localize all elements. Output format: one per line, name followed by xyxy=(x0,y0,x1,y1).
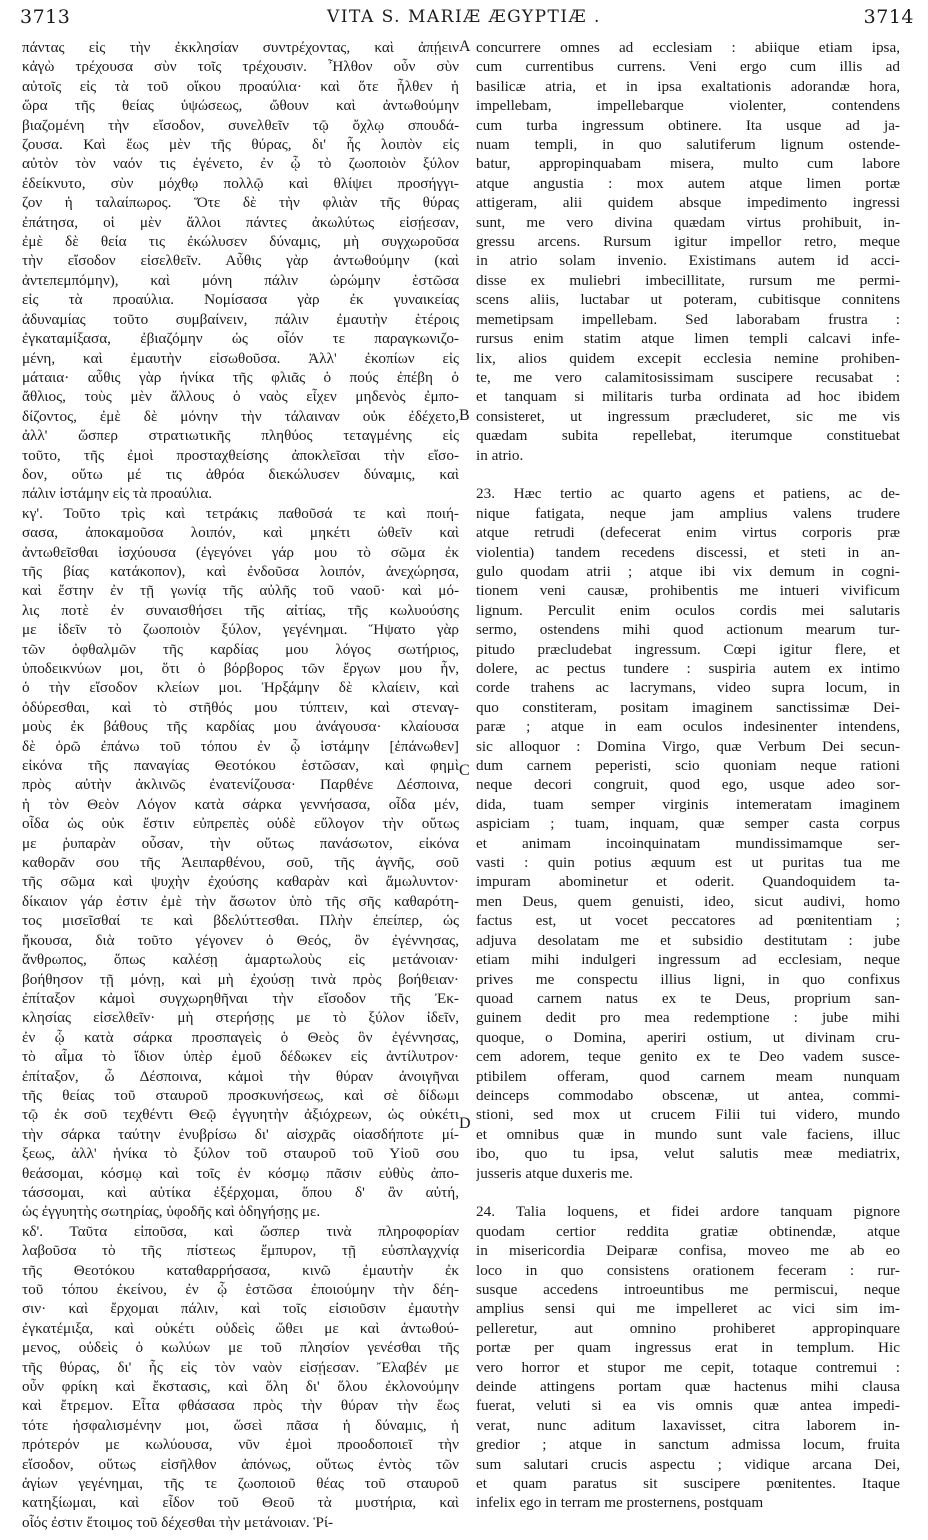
greek-text-line: ἐγκαταμίξασα, ἐβιαζόμην ὡς οἷόν τε παραγκωνιζο- xyxy=(22,330,459,348)
latin-text-column xyxy=(476,38,900,1513)
latin-text-line: susque accedens introeuntibus me permiscui, neque xyxy=(476,1281,900,1298)
greek-text-line: τῆς Θεοτόκου καταθαρρήσασα, κινῶ ἐμαυτὴν ἐκ xyxy=(22,1261,459,1279)
latin-text-line: tionem veni causæ, prohibentis me intueri vivificum xyxy=(476,582,900,600)
latin-text-line: nuam templi, in quo salutiferum lignum ostende- xyxy=(476,136,900,154)
latin-text-line: aspiciam ; tuam, inquam, quæ semper casta corpus xyxy=(476,815,900,833)
greek-text-line: λις ποτὲ ἐν συναισθήσει τῆς αἰτίας, τῆς κωλυούσης xyxy=(22,601,459,619)
latin-paragraph-gap xyxy=(476,1183,900,1202)
latin-text-line: impuram abominetur et oderit. Quandoquidem ta- xyxy=(476,873,900,891)
latin-text-line: vasti : quin potius æquum est ut puritas tua me xyxy=(476,854,900,872)
latin-text-line: quoad carnem natus ex te Deus, proprium san- xyxy=(476,989,900,1007)
latin-text-line: ptibilem offeram, quod carnem meam nunquam xyxy=(476,1067,900,1085)
page-title: VITA S. MARIÆ ÆGYPTIÆ . xyxy=(327,7,601,27)
latin-text-line: et tanquam si militaris turba ordinata ad hoc ibidem xyxy=(476,388,900,406)
greek-text-line: ἀντεπεμπόμην), καὶ μόνη πάλιν ὡρώμην ἑστῶσα xyxy=(22,271,459,289)
latin-paragraph-gap xyxy=(476,465,900,484)
greek-text-line: ἐγκατέμιξα, καὶ οὐκέτι οὐδεὶς ὤθει με καὶ ἀντωθού- xyxy=(22,1319,459,1337)
latin-text-line: impellebam, impellebarque violenter, contendens xyxy=(476,97,900,115)
latin-text-line: pelleretur, aut omnino prohiberet appropinquare xyxy=(476,1319,900,1337)
latin-text-line: sermo, ostendens mihi quod actionum mearum tur- xyxy=(476,621,900,639)
latin-text-line: sic alloquor : Domina Virgo, quæ Verbum Dei secun- xyxy=(476,737,900,755)
greek-text-line: με ῥυπαρὰν οὖσαν, τὴν οὕτως πανάσωτον, εἰκόνα xyxy=(22,834,459,852)
page-header xyxy=(0,0,928,40)
latin-text-line: etiam mihi indulgeri ingressum ad ecclesiam, neque xyxy=(476,951,900,969)
greek-text-line: λαβοῦσα τὸ τῆς πίστεως ἔμπυρον, τῇ εὐσπλαγχνίᾳ xyxy=(22,1242,459,1260)
latin-text-line: batur, appropinquabam misera, multo cum labore xyxy=(476,155,900,173)
greek-text-line: κλησίας εἰσελθεῖν· μὴ στερήσῃς με τὸ ξύλον ἰδεῖν, xyxy=(22,1009,459,1027)
greek-text-line: τῆς θύρας, δι' ἧς εἰς τὸν ναὸν εἰσῄεσαν. Ἔλαβέν με xyxy=(22,1358,459,1376)
latin-text-line: fuerat, veluti si ea vis omnis quæ antea impedi- xyxy=(476,1397,900,1415)
greek-text-line: εἰκόνα τῆς παναγίας Θεοτόκου ἑστῶσαν, καὶ φημὶ xyxy=(22,757,459,775)
greek-text-line: τῷ ἐκ σοῦ τεχθέντι Θεῷ ἐγγυητὴν ἀξιόχρεων, ὡς οὐκέτι xyxy=(22,1106,459,1124)
greek-text-line: μοὺς ἐκ βάθους τῆς καρδίας μου ἀνάγουσα· κλαίουσα xyxy=(22,718,459,736)
latin-text-line: factus est, ut vocet peccatores ad pœnitentiam ; xyxy=(476,912,900,930)
greek-text-line: ἀδυναμίας τοῦτο συμβαίνειν, πάλιν ἐμαυτὴν ἑτέροις xyxy=(22,310,459,328)
latin-text-line: lix, alios quidem excepit ecclesia nemine prohiben- xyxy=(476,349,900,367)
greek-text-line: ὡς ἐγγυητὴς σωτηρίας, ὑφοδῆς καὶ ὁδηγήσῃς με. xyxy=(22,1203,321,1221)
greek-text-line: τῶν ὀφθαλμῶν τῆς καρδίας μου λόγος σωτήριος, xyxy=(22,640,459,658)
greek-text-line: ξεως, ἀλλ' ἡνίκα τὸ ξύλον τοῦ σταυροῦ τοῦ Υἱοῦ σου xyxy=(22,1145,459,1163)
latin-text-line: et quam paratus sit suscipere pœnitentes. Itaque xyxy=(476,1475,900,1493)
greek-text-line: αὐτὸν τὸν ναόν τις ἐγένετο, ἐν ᾧ τὸ ζωοποιὸν ξύλον xyxy=(22,155,459,173)
latin-text-line: deinceps commodabo obscenæ, ut antea, commi- xyxy=(476,1086,900,1104)
greek-text-line: ἀλλ' ὥσπερ στρατιωτικῆς πληθύος τεταγμένης εἰς xyxy=(22,427,459,445)
greek-text-line: ὀδύρεσθαι, καὶ τὸ στῆθός μου τύπτειν, καὶ στεναγ- xyxy=(22,698,459,716)
latin-text-line: amplius sensi qui me impelleret ac vici sim im- xyxy=(476,1300,900,1318)
latin-text-line: rursus enim statim atque limen templi calcavi infe- xyxy=(476,330,900,348)
latin-text-line: quodam certior reddita gratiæ obtinendæ, atque xyxy=(476,1222,900,1240)
greek-text-line: δίκαιον γάρ ἐστιν ἐμὲ τὴν ἄσωτον ὑπὸ τῆς σῆς καθαρότη- xyxy=(22,892,459,910)
greek-text-line: τοῦ τόπου ἐκείνου, ἐν ᾧ ἑστῶσα ἐποιούμην τὴν δέη- xyxy=(22,1281,459,1298)
right-column-number: 3714 xyxy=(863,6,914,28)
greek-text-line: οὖν φρίκη καὶ ἔκστασις, καὶ ὅλη δι' ὅλου ἐκλονούμην xyxy=(22,1378,459,1396)
latin-text-line: 23. Hæc tertio ac quarto agens et patiens, ac de- xyxy=(476,485,900,503)
greek-text-line: καὶ ἔστην ἐν τῇ γωνίᾳ τῆς αὐλῆς τοῦ ναοῦ· καὶ μό- xyxy=(22,582,459,600)
greek-text-line: ὑποδεικνύων μοι, ὅτι ὁ βόρβορος τῶν ἔργων μου ἦν, xyxy=(22,660,459,677)
greek-text-line: πάλιν ἱστάμην εἰς τὰ προαύλια. xyxy=(22,485,213,503)
latin-text-line: scens aliis, luctabar ut poteram, cubitisque connitens xyxy=(476,291,900,309)
latin-text-line: quoque, o Domina, aperiri ostium, ut divinam cru- xyxy=(476,1028,900,1046)
latin-text-line: in atrio solam invenio. Existimans autem id acci- xyxy=(476,252,900,270)
greek-text-line: κατηξίωμαι, καὶ εἶδον τοῦ Θεοῦ τὰ μυστήρια, καὶ xyxy=(22,1494,459,1512)
latin-text-line: cum turba ingressum obtinere. Ita usque ad ja- xyxy=(476,116,900,134)
greek-text-line: τοῦτο, τῆς ἐμοὶ προσταχθείσης ἀποκλεῖσαι τὴν εἴσο- xyxy=(22,446,459,464)
latin-text-line: gressu arcens. Rursum igitur impellor retro, meque xyxy=(476,233,900,251)
greek-text-line: ἄνθρωπος, ὅπως καλέσῃ ἁμαρτωλοὺς εἰς μετάνοιαν· xyxy=(22,951,459,969)
latin-text-line: corde trahens ac lacrymans, video supra locum, in xyxy=(476,679,900,697)
left-column-number: 3713 xyxy=(20,6,71,28)
greek-text-line: ἐπίταξον κἀμοὶ συγχωρηθῆναι τὴν εἴσοδον τῆς Ἐκ- xyxy=(22,989,459,1007)
latin-text-line: verat, nunc aditum laxavisset, citra laborem in- xyxy=(476,1416,900,1434)
greek-text-line: αὐτοῖς εἰς τὰ τοῦ οἴκου προαύλια· καὶ ὅτε ἦλθεν ἡ xyxy=(22,77,459,95)
greek-text-line: ὁ τὴν εἴσοδον κλείων μοι. Ἠρξάμην δὲ κλαίειν, καὶ xyxy=(22,679,459,697)
greek-text-line: ἐμὲ δὲ θεία τις ἐκώλυσεν δύναμις, μὴ συγχωροῦσα xyxy=(22,233,459,251)
greek-text-line: κδ'. Ταῦτα εἰποῦσα, καὶ ὥσπερ τινὰ πληροφορίαν xyxy=(22,1222,459,1240)
latin-text-line: in atrio. xyxy=(476,446,524,464)
latin-text-line: disse ex muliebri imbecillitate, rursum me permi- xyxy=(476,271,900,289)
latin-text-line: prives me conspectu illius ligni, in quo confixus xyxy=(476,970,900,988)
greek-text-line: μενος, οὐδεὶς ὁ κωλύων με τοῦ πλησίον γενέσθαι τῆς xyxy=(22,1339,459,1357)
latin-text-line: stioni, sed mox ut crucem Filii tui videro, mundo xyxy=(476,1106,900,1124)
latin-text-line: concurrere omnes ad ecclesiam : abiique etiam ipsa, xyxy=(476,39,900,56)
latin-text-line: dolere, ac pectus tundere : suspiria autem ex intimo xyxy=(476,660,900,677)
greek-text-line: ἁγίων γεγένημαι, τῆς τε ζωοποιοῦ θέας τοῦ σταυροῦ xyxy=(22,1475,459,1493)
greek-text-line: πάντας εἰς τὴν ἐκκλησίαν συντρέχοντας, καὶ ἀπῄειν xyxy=(22,39,459,56)
greek-text-line: μάταια· αὖθις γὰρ ἡνίκα τῆς φλιᾶς ὁ πούς ἐπέβη ὁ xyxy=(22,368,459,386)
greek-text-line: πρὸς αὐτὴν ἀκλινῶς ἐνατενίζουσα· Παρθένε Δέσποινα, xyxy=(22,776,459,794)
latin-text-line: et omnibus quæ in mundo sunt vale faciens, illuc xyxy=(476,1125,900,1143)
greek-text-line: δὲ ὁρῶ ἐπάνω τοῦ τόπου ἐν ᾧ ἱστάμην [ἐπάνωθεν] xyxy=(22,737,459,755)
latin-text-line: violentia) tandem recedens discessi, et steti in an- xyxy=(476,543,900,561)
greek-text-line: εἰς τὰ προαύλια. Νομίσασα γὰρ ἐκ γυναικείας xyxy=(22,291,459,309)
latin-text-line: loco in quo consistens orationem feceram : rur- xyxy=(476,1261,900,1279)
greek-text-line: με ἰδεῖν τὸ ζωοποιὸν ξύλον, γεγένημαι. Ἥψατο γὰρ xyxy=(22,621,459,639)
latin-text-line: gredior ; atque in sanctum admissa locum, fruita xyxy=(476,1436,900,1454)
greek-text-line: ἤκουσα, διὰ τοῦτο γέγονεν ὁ Θεός, ὃν ἐγέννησας, xyxy=(22,931,459,949)
latin-text-line: infelix ego in terram me prosternens, postquam xyxy=(476,1494,764,1512)
greek-text-line: βιαζομένη τὴν εἴσοδον, συνελθεῖν τῷ ὄχλῳ σπουδά- xyxy=(22,116,459,134)
latin-text-line: memetipsam impellebam. Sed laborabam frustra : xyxy=(476,310,900,328)
latin-text-line: attigeram, alii quidem absque impedimento ingressi xyxy=(476,194,900,212)
greek-text-line: τάσσομαι, καὶ αὐτίκα ἐξέρχομαι, ὅπου δ' ἂν αὐτή, xyxy=(22,1183,459,1201)
latin-text-line: basilicæ atria, et in ipsa exaltationis adorandæ hora, xyxy=(476,77,900,95)
latin-text-line: paræ ; atque in eam oculos indesinenter intendens, xyxy=(476,718,900,736)
latin-text-line: cum currentibus currens. Veni ergo cum illis ad xyxy=(476,58,900,76)
latin-text-line: sum salutari crucis aspectu ; vidique arcana Dei, xyxy=(476,1455,900,1473)
latin-text-line: consisteret, ut ingressum præcluderet, sic me vis xyxy=(476,407,900,425)
greek-text-line: μένη, καὶ ἐμαυτὴν εἰσωθοῦσα. Ἀλλ' ἐκοπίων εἰς xyxy=(22,349,459,367)
latin-text-line: et animam incoinquinatam mundissimamque ser- xyxy=(476,834,900,852)
latin-text-line: atque angustia : mox autem atque limen portæ xyxy=(476,174,900,192)
greek-text-line: ἐπάτησα, οἱ μὲν ἄλλοι πάντες ἀκωλύτως εἰσῄεσαν, xyxy=(22,213,459,231)
greek-text-line: σιν· καὶ ἔρχομαι πάλιν, καὶ τοῖς εἰσιοῦσιν ἐμαυτὴν xyxy=(22,1300,459,1318)
greek-text-line: τῆς σῶμα καὶ ψυχὴν ἐχούσης καθαρὰν καὶ ἄμωλυντον· xyxy=(22,873,459,891)
greek-text-line: οἷός ἐστιν ἕτοιμος τοῦ δέχεσθαι τὴν μετάνοιαν. Ῥί- xyxy=(22,1513,334,1531)
latin-text-line: portæ per quam ingressus erat in templum. Hic xyxy=(476,1339,900,1357)
greek-text-line: τος μισεῖσθαί τε καὶ βδελύττεσθαι. Πλὴν ἐπείπερ, ὡς xyxy=(22,912,459,930)
greek-text-line: ζον ἡ ταλαίπωρος. Ὅτε δὲ τὴν φλιὰν τῆς θύρας xyxy=(22,194,459,212)
greek-text-line: σασα, ἀποκαμοῦσα λοιπόν, καὶ μηκέτι ὠθεῖν καὶ xyxy=(22,524,459,542)
greek-text-line: τὴν εἴσοδον εἰσελθεῖν. Αὖθις γὰρ ἀντωθούμην (καὶ xyxy=(22,252,459,270)
latin-text-line: ibo, quo tu ipsa, velut salutis meæ mediatrix, xyxy=(476,1145,900,1163)
greek-text-line: πρότερόν με κωλύουσα, νῦν ἐμοὶ προοδοποιεῖ τὴν xyxy=(22,1436,459,1454)
latin-text-line: 24. Talia loquens, et fidei ardore tanquam pignore xyxy=(476,1203,900,1221)
margin-marker-c: C xyxy=(459,762,470,779)
latin-text-line: te, me vero calamitosissimam suscipere recusabat : xyxy=(476,368,900,386)
greek-text-line: οἶδα ὡς οὐκ ἔστιν εὐπρεπὲς οὐδὲ εὔλογον τὴν οὕτως xyxy=(22,815,459,833)
greek-text-line: τὸ αἷμα τὸ ἴδιον ὑπὲρ ἐμοῦ δέδωκεν εἰς ἀντίλυτρον· xyxy=(22,1048,459,1066)
latin-text-line: quo constiteram, positam imaginem sanctissimæ Dei- xyxy=(476,698,900,716)
margin-marker-a: A xyxy=(459,38,471,55)
greek-text-line: τὴν σάρκα ταύτην ἐνυβρίσω δι' αἰσχρᾶς οἱασδήποτε μί- xyxy=(22,1125,459,1143)
greek-text-line: τῆς θείας τοῦ σταυροῦ προσκυνήσεως, καὶ σὲ δίδωμι xyxy=(22,1086,459,1104)
greek-text-line: θεάσομαι, κόσμῳ καὶ τοῖς ἐν κόσμῳ πᾶσιν εὐθὺς ἀπο- xyxy=(22,1164,459,1182)
latin-text-line: pitudo præcludebat ingressum. Cœpi igitur flere, et xyxy=(476,640,900,658)
margin-marker-d: D xyxy=(459,1115,471,1132)
greek-text-line: ὥρα τῆς θείας ὑψώσεως, ὤθουν καὶ ἀντωθούμην xyxy=(22,97,459,115)
greek-text-line: καθορᾶν σου τῆς Ἀειπαρθένου, σοῦ, τῆς ἁγνῆς, σοῦ xyxy=(22,854,459,872)
latin-text-line: lignum. Perculit enim oculos cordis mei salutaris xyxy=(476,601,900,619)
latin-text-line: dum carnem peperisti, scio quoniam neque rationi xyxy=(476,757,900,775)
latin-text-line: jusseris atque duxeris me. xyxy=(476,1164,633,1182)
greek-text-line: τότε ἠσφαλισμένην μοι, ὥσεὶ πᾶσα ἡ δύναμις, ἡ xyxy=(22,1416,459,1434)
latin-text-line: in misericordia Deiparæ confisa, moveo me ab eo xyxy=(476,1242,900,1260)
latin-text-line: vero horror et stupor me cepit, totaque contremui : xyxy=(476,1358,900,1376)
latin-text-line: sunt, me vero divina quædam virtus prohibuit, in- xyxy=(476,213,900,231)
latin-text-line: quædam subita repellebat, iterumque constituebat xyxy=(476,427,900,445)
greek-text-line: κγ'. Τοῦτο τρὶς καὶ τετράκις παθοῦσά τε καὶ ποιή- xyxy=(22,504,459,522)
greek-text-line: ἐπίταξον, ὦ Δέσποινα, κἀμοὶ τὴν θύραν ἀνοιγῆναι xyxy=(22,1067,459,1085)
greek-text-line: εἴσοδον, οὕτως εἰσῆλθον ἀπόνως, οὕτως ἐντὸς τῶν xyxy=(22,1455,459,1473)
latin-text-line: cem adorem, teque genito ex te Deo vadem susce- xyxy=(476,1048,900,1066)
greek-text-line: ἡ τὸν Θεὸν Λόγον κατὰ σάρκα γεννήσασα, οἶδα μέν, xyxy=(22,795,459,813)
latin-text-line: atque retrudi (defecerat enim virtus corporis præ xyxy=(476,524,900,542)
latin-text-line: adjuva desolatam me et subsidio destitutam : jube xyxy=(476,931,900,949)
greek-text-line: ἀντωθεῖσθαι ἰσχύουσα (ἐγεγόνει γάρ μου τὸ σῶμα ἐκ xyxy=(22,543,459,561)
greek-text-line: κἀγὼ τρέχουσα σὺν τοῖς τρέχουσιν. Ἦλθον οὖν σὺν xyxy=(22,58,459,76)
greek-text-line: ζουσα. Καὶ ἕως μὲν τῆς θύρας, δι' ἧς λοιπὸν εἰς xyxy=(22,136,459,154)
greek-text-line: τῆς βίας κατάκοπον), καὶ ἐνδοῦσα λοιπόν, ἀνεχώρησα, xyxy=(22,562,459,580)
margin-marker-b: B xyxy=(459,407,470,424)
greek-text-line: δον, οὕτω μέ τις ἀθρόα διεκώλυσεν δύναμις, καὶ xyxy=(22,465,459,483)
greek-text-column xyxy=(22,38,459,1532)
latin-text-line: gulo quodam atrii ; atque ibi vix demum in cogni- xyxy=(476,562,900,580)
greek-text-line: ἄθλιος, τοὺς μὲν ἄλλους ὁ ναὸς εἶχεν μηδενὸς ἐμπο- xyxy=(22,388,459,406)
latin-text-line: nique fatigata, neque jam amplius valens trudere xyxy=(476,504,900,522)
greek-text-line: ἐν ᾧ κατὰ σάρκα προσπαγεὶς ὁ Θεὸς ὃν ἐγέννησας, xyxy=(22,1028,459,1046)
latin-text-line: dida, tuam semper virginis intemeratam imaginem xyxy=(476,795,900,813)
latin-text-line: deinde attingens portam quæ hactenus mihi clausa xyxy=(476,1378,900,1396)
greek-text-line: καὶ ἔτρεμον. Εἶτα φθάσασα πρὸς τὴν θύραν τὴν ἕως xyxy=(22,1397,459,1415)
latin-text-line: neque decori congruit, quod ego, usque adeo sor- xyxy=(476,776,900,794)
greek-text-line: δίζοντος, ἐμὲ δὲ μόνην τὴν τάλαιναν οὐκ ἐδέχετο, xyxy=(22,407,459,425)
greek-text-line: βοήθησον τῇ μόνῃ, καὶ μὴ ἐχούσῃ τινὰ πρὸς βοήθειαν· xyxy=(22,970,459,988)
greek-text-line: ἐδείκνυτο, σὺν μόχθῳ πολλῷ καὶ θλίψει προσήγγι- xyxy=(22,174,459,192)
latin-text-line: men Deus, quem genuisti, ideo, sicut audivi, homo xyxy=(476,892,900,910)
latin-text-line: guinem dedit pro mea redemptione : jube mihi xyxy=(476,1009,900,1027)
